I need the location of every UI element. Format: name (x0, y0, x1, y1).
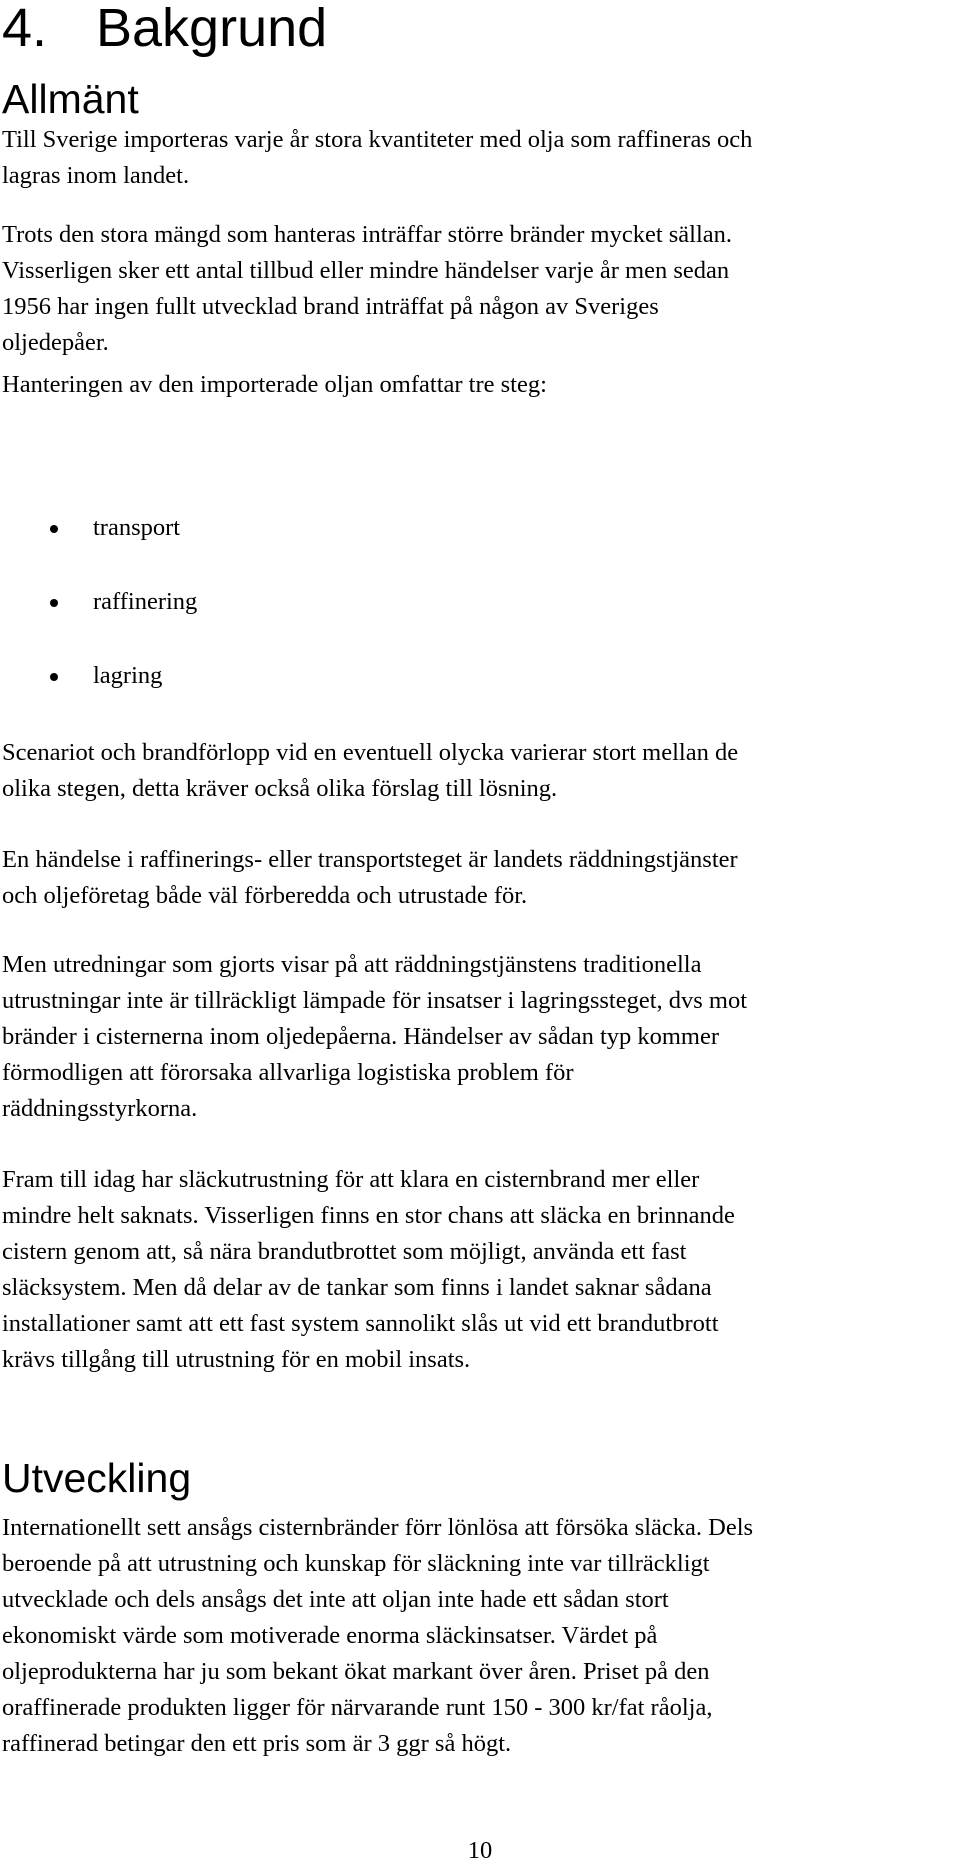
paragraph-slackutrustning: Fram till idag har släckutrustning för att klara en cisternbrand mer eller mindre helt saknats. Visserligen finns en stor chans att släcka en brinnande cistern genom att, så nära brandutbrottet som möjligt, använda ett fast släcksystem. Men då delar av de tankar som finns i landet saknar sådana installationer samt att ett fast system sannolikt slås ut vid ett brandutbrott krävs tillgång till utrustning för en mobil insats. (2, 1166, 735, 1373)
chapter-number: 4. (2, 0, 48, 58)
list-item (0, 584, 600, 658)
section-heading-utveckling: Utveckling (2, 1455, 192, 1501)
paragraph-fires-rare: Trots den stora mängd som hanteras inträffar större bränder mycket sällan. Visserligen sker ett antal tillbud eller mindre händelser varje år men sedan 1956 har ingen fullt utvecklad brand inträffat på någon av Sveriges oljedepåer. (2, 221, 733, 356)
list-item (0, 658, 600, 732)
step-transport: transport (93, 514, 181, 541)
paragraph-raffinering-transport: En händelse i raffinerings- eller transportsteget är landets räddningstjänster och oljeföretag både väl förberedda och utrustade för. (2, 846, 738, 909)
paragraph-three-steps-intro: Hanteringen av den importerade oljan omfattar tre steg: (2, 371, 547, 398)
paragraph-internationellt: Internationellt sett ansågs cisternbränder förr lönlösa att försöka släcka. Dels beroende på att utrustning och kunskap för släckning inte var tillräckligt utvecklade och dels ansågs det inte att oljan inte hade ett sådan stort ekonomiskt värde som motiverade enorma släckinsatser. Värdet på oljeprodukterna har ju som bekant ökat markant över åren. Priset på den oraffinerade produkten ligger för närvarande runt 150 - 300 kr/fat råolja, raffinerad betingar den ett pris som är 3 ggr så högt. (2, 1514, 754, 1757)
steps-list (0, 510, 600, 732)
paragraph-utredningar: Men utredningar som gjorts visar på att räddningstjänstens traditionella utrustningar inte är tillräckligt lämpade för insatser i lagringssteget, dvs mot bränder i cisternerna inom oljedepåerna. Händelser av sådan typ kommer förmodligen att förorsaka allvarliga logistiska problem för räddningsstyrkorna. (2, 951, 748, 1122)
page-number: 10 (467, 1837, 493, 1864)
chapter-title-text: Bakgrund (96, 0, 328, 58)
chapter-title (2, 0, 327, 56)
step-lagring: lagring (93, 662, 163, 689)
bullet-icon (50, 673, 58, 681)
step-raffinering: raffinering (93, 588, 198, 615)
paragraph-import: Till Sverige importeras varje år stora kvantiteter med olja som raffineras och lagras inom landet. (2, 126, 753, 189)
list-item (0, 510, 600, 584)
section-heading-allmant: Allmänt (2, 76, 139, 122)
paragraph-scenario: Scenariot och brandförlopp vid en eventuell olycka varierar stort mellan de olika stegen, detta kräver också olika förslag till lösning. (2, 739, 739, 802)
bullet-icon (50, 599, 58, 607)
bullet-icon (50, 525, 58, 533)
